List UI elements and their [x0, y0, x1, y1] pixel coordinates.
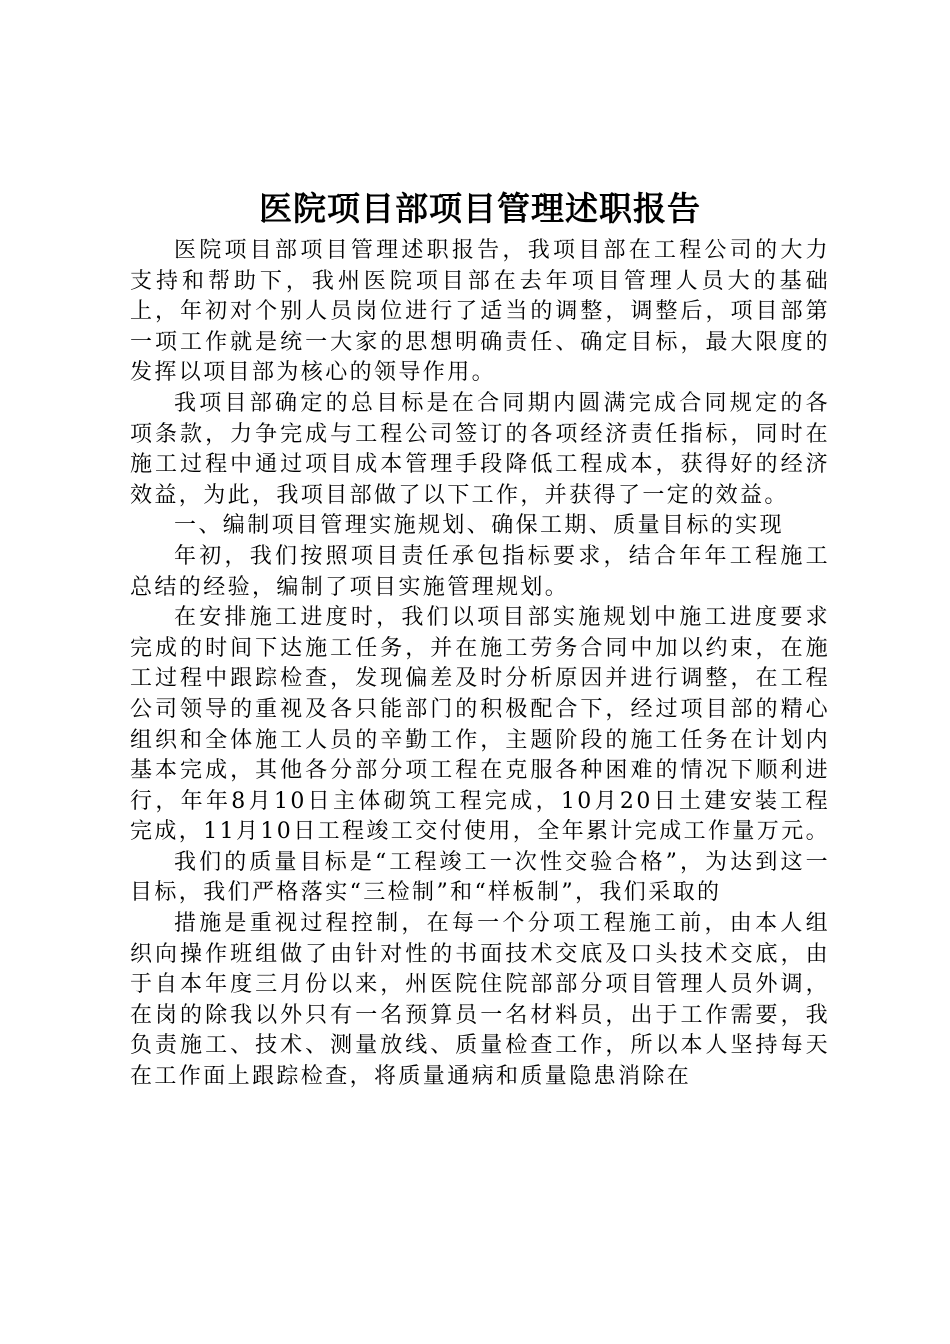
document-page: [130, 186, 830, 1093]
paragraph-quality-measures: 措施是重视过程控制，在每一个分项工程施工前，由本人组织向操作班组做了由针对性的书面技术交底及口头技术交底，由于自本年度三月份以来，州医院住院部部分项目管理人员外调，在岗的除我以外只有一名预算员一名材料员，出于工作需要，我负责施工、技术、测量放线、质量检查工作，所以本人坚持每天在工作面上跟踪检查，将质量通病和质量隐患消除在: [130, 911, 830, 1090]
document-title: 医院项目部项目管理述职报告: [259, 189, 701, 228]
paragraph-goals: 我项目部确定的总目标是在合同期内圆满完成合同规定的各项条款，力争完成与工程公司签订的各项经济责任指标，同时在施工过程中通过项目成本管理手段降低工程成本，获得好的经济效益，为此，我项目部做了以下工作，并获得了一定的效益。: [130, 390, 830, 508]
paragraph-planning: 年初，我们按照项目责任承包指标要求，结合年年工程施工总结的经验，编制了项目实施管理规划。: [130, 543, 830, 600]
paragraph-intro: 医院项目部项目管理述职报告，我项目部在工程公司的大力支持和帮助下，我州医院项目部在去年项目管理人员大的基础上，年初对个别人员岗位进行了适当的调整，调整后，项目部第一项工作就是统一大家的思想明确责任、确定目标，最大限度的发挥以项目部为核心的领导作用。: [130, 238, 830, 386]
section-heading-1: 一、编制项目管理实施规划、确保工期、质量目标的实现: [174, 513, 785, 539]
paragraph-quality-goal: 我们的质量目标是“工程竣工一次性交验合格”，为达到这一目标，我们严格落实“三检制”和“样板制”，我们采取的: [130, 849, 830, 906]
paragraph-schedule: 在安排施工进度时，我们以项目部实施规划中施工进度要求完成的时间下达施工任务，并在施工劳务合同中加以约束，在施工过程中跟踪检查，发现偏差及时分析原因并进行调整，在工程公司领导的重视及各只能部门的积极配合下，经过项目部的精心组织和全体施工人员的辛勤工作，主题阶段的施工任务在计划内基本完成，其他各分部分项工程在克服各种困难的情况下顺利进行，年年8月10日主体砌筑工程完成，10月20日土建安装工程完成，11月10日工程竣工交付使用，全年累计完成工作量万元。: [130, 605, 830, 845]
